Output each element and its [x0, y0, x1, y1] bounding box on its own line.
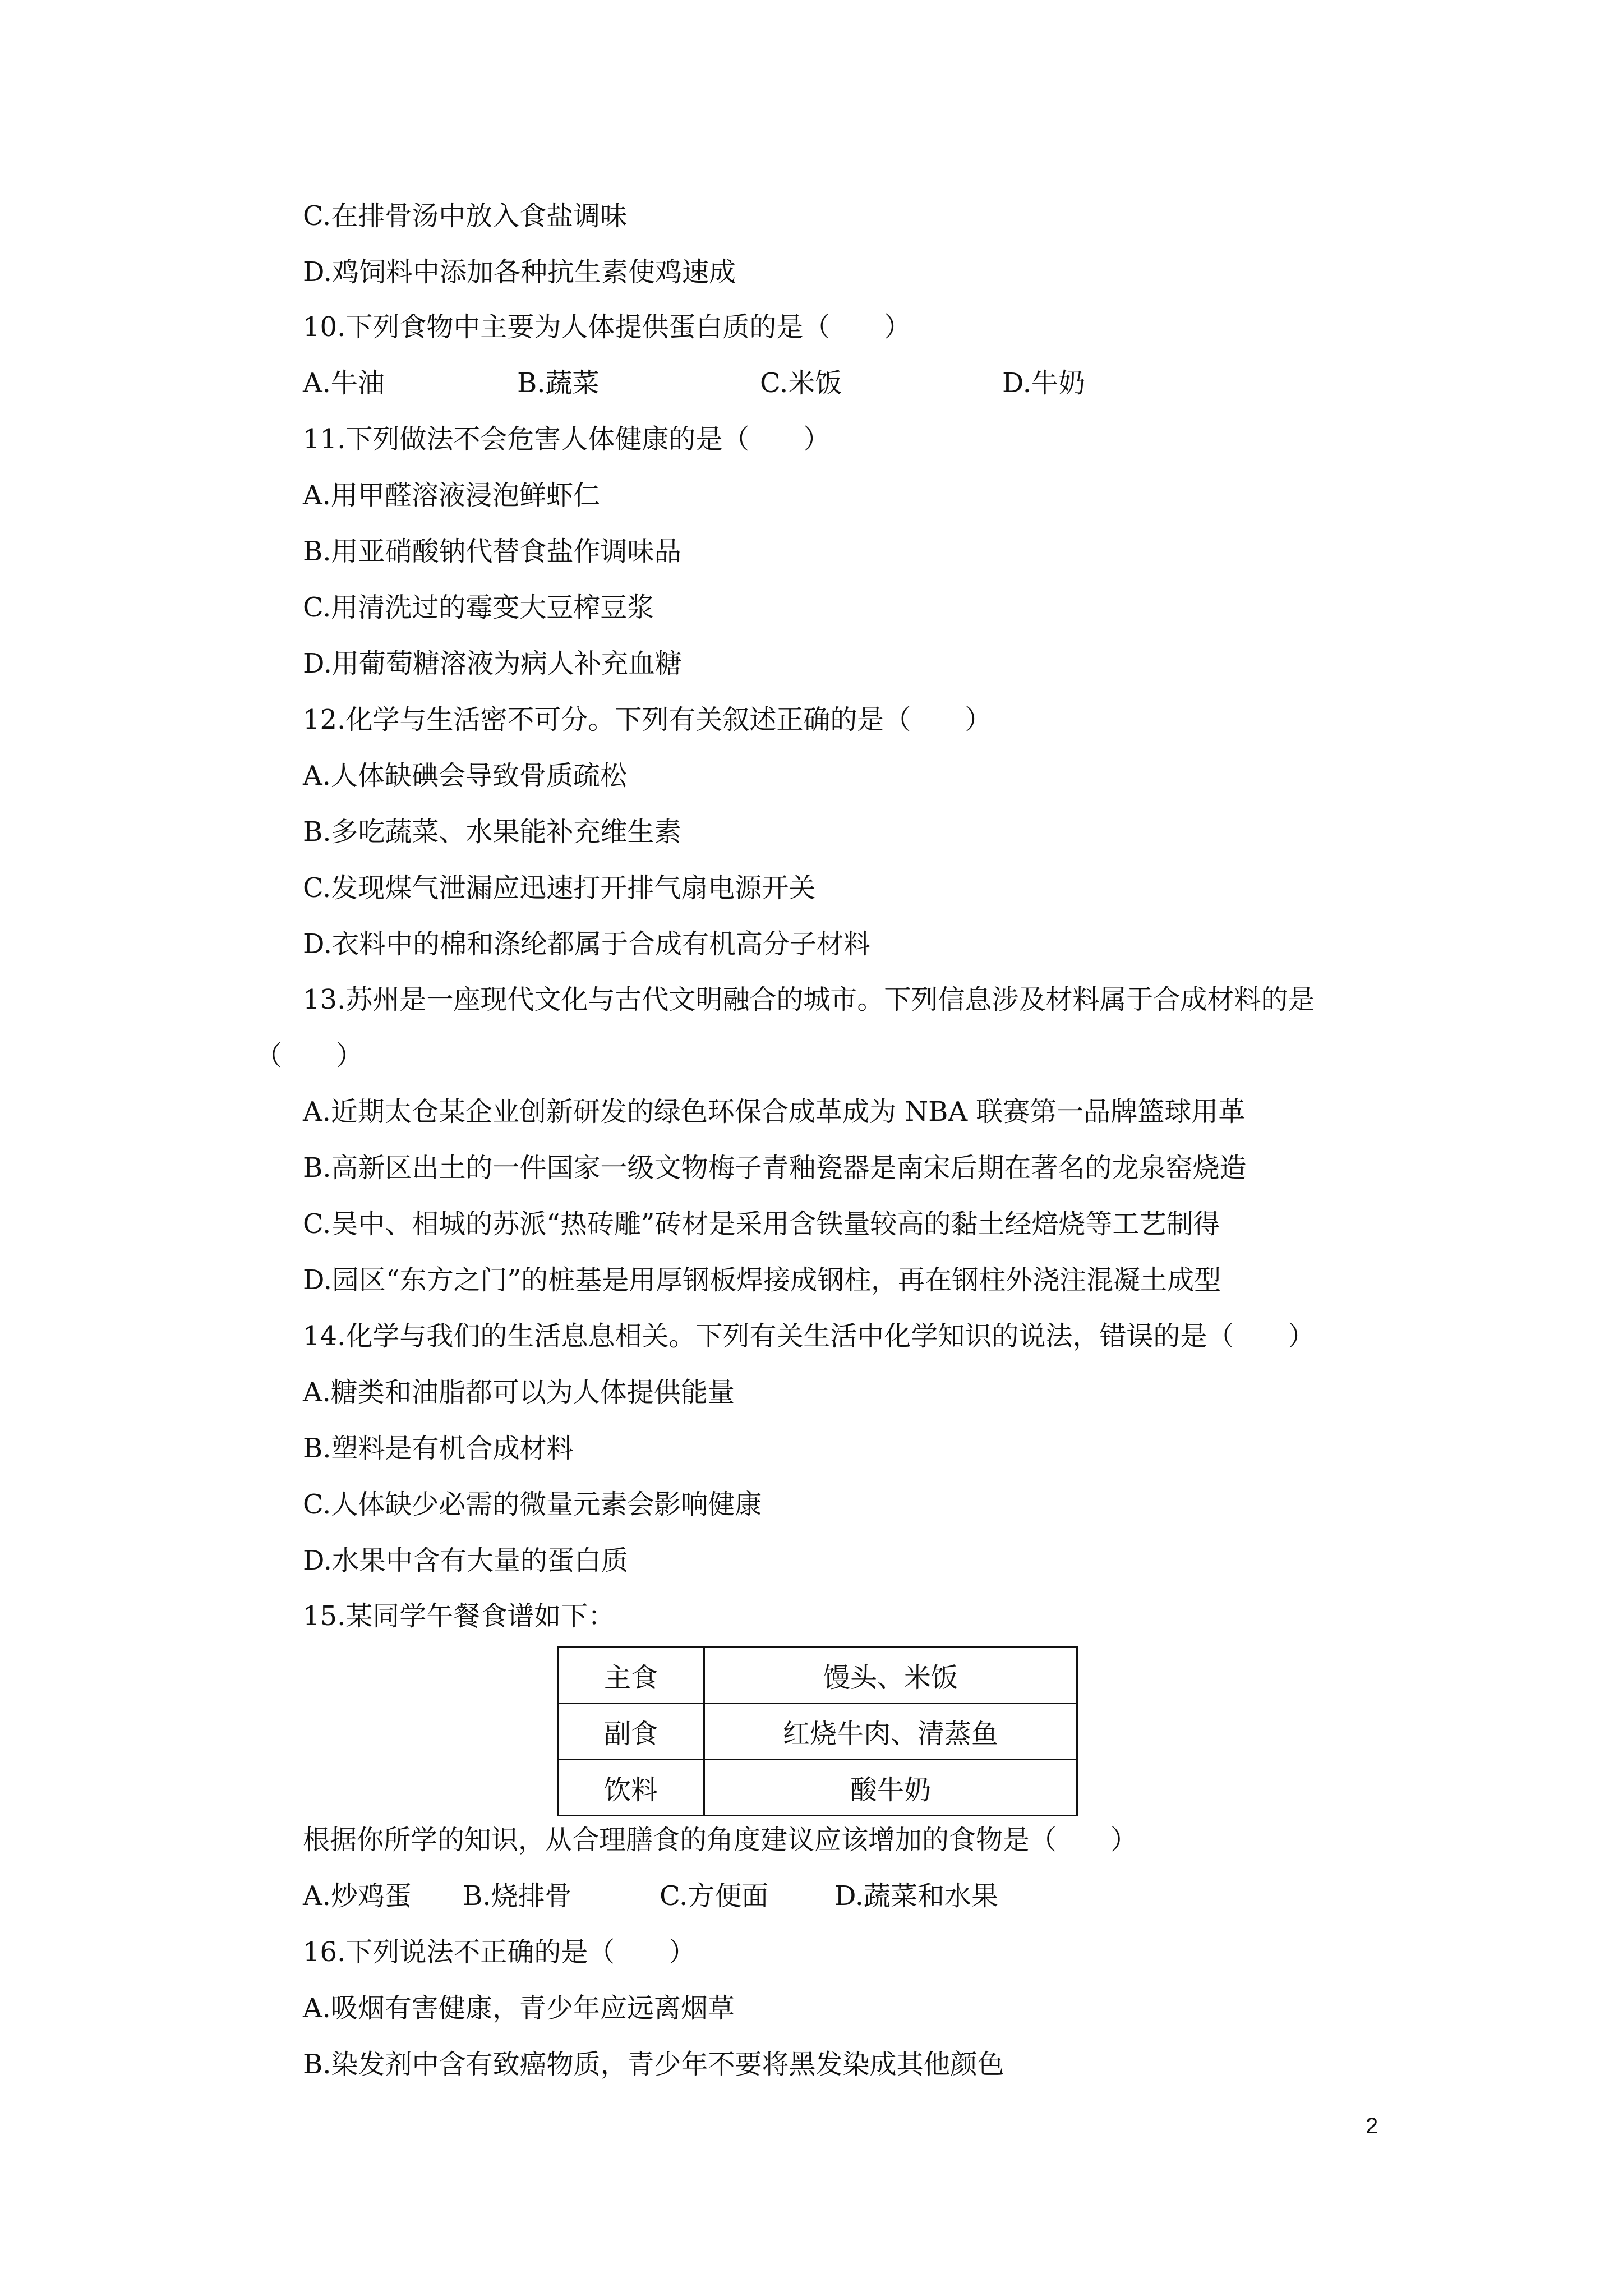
menu-items-cell: 馒头、米饭	[704, 1648, 1077, 1704]
table-row	[558, 1704, 1077, 1760]
q9-option-d: D.鸡饲料中添加各种抗生素使鸡速成	[303, 256, 736, 288]
q15-options	[303, 1879, 1144, 1913]
q11-option-c: C.用清洗过的霉变大豆榨豆浆	[303, 592, 654, 623]
q16-option-b: B.染发剂中含有致癌物质，青少年不要将黑发染成其他颜色	[303, 2049, 1004, 2080]
q13-option-b: B.高新区出土的一件国家一级文物梅子青釉瓷器是南宋后期在著名的龙泉窑烧造	[303, 1152, 1247, 1184]
q12-option-a: A.人体缺碘会导致骨质疏松	[303, 760, 627, 792]
q14-option-d: D.水果中含有大量的蛋白质	[303, 1545, 629, 1576]
q16-stem: 16.下列说法不正确的是（ ）	[303, 1936, 696, 1968]
q13-answer-paren: （ ）	[255, 1040, 363, 1071]
menu-category-cell: 副食	[558, 1704, 704, 1760]
q14-option-a: A.糖类和油脂都可以为人体提供能量	[303, 1377, 735, 1408]
q11-option-a: A.用甲醛溶液浸泡鲜虾仁	[303, 480, 600, 511]
q15-question: 根据你所学的知识，从合理膳食的角度建议应该增加的食物是（ ）	[303, 1824, 1138, 1856]
q15-option-d: D.蔬菜和水果	[834, 1880, 999, 1912]
menu-items-cell: 红烧牛肉、清蒸鱼	[704, 1704, 1077, 1760]
q11-option-b: B.用亚硝酸钠代替食盐作调味品	[303, 536, 681, 567]
q15-option-a: A.炒鸡蛋	[303, 1880, 412, 1912]
q12-option-b: B.多吃蔬菜、水果能补充维生素	[303, 816, 681, 848]
q10-options	[303, 366, 1256, 400]
q15-option-c: C.方便面	[660, 1880, 769, 1912]
q10-stem: 10.下列食物中主要为人体提供蛋白质的是（ ）	[303, 311, 911, 343]
table-row	[558, 1760, 1077, 1816]
menu-items-cell: 酸牛奶	[704, 1760, 1077, 1816]
menu-category-cell: 饮料	[558, 1760, 704, 1816]
q12-option-d: D.衣料中的棉和涤纶都属于合成有机高分子材料	[303, 928, 871, 960]
q14-option-b: B.塑料是有机合成材料	[303, 1433, 574, 1464]
table-row	[558, 1648, 1077, 1704]
q9-option-c: C.在排骨汤中放入食盐调味	[303, 200, 628, 232]
q13-option-d: D.园区“东方之门”的桩基是用厚钢板焊接成钢柱，再在钢柱外浇注混凝土成型	[303, 1264, 1221, 1296]
q15-option-b: B.烧排骨	[463, 1880, 572, 1912]
q11-option-d: D.用葡萄糖溶液为病人补充血糖	[303, 648, 683, 679]
q11-stem: 11.下列做法不会危害人体健康的是（ ）	[303, 424, 831, 455]
q10-option-d: D.牛奶	[1002, 367, 1086, 399]
q13-stem: 13.苏州是一座现代文化与古代文明融合的城市。下列信息涉及材料属于合成材料的是	[303, 984, 1315, 1015]
q10-option-b: B.蔬菜	[517, 367, 600, 399]
q13-option-a: A.近期太仓某企业创新研发的绿色环保合成革成为 NBA 联赛第一品牌篮球用革	[303, 1096, 1246, 1128]
menu-category-cell: 主食	[558, 1648, 704, 1704]
q16-option-a: A.吸烟有害健康，青少年应远离烟草	[303, 1993, 735, 2024]
q14-option-c: C.人体缺少必需的微量元素会影响健康	[303, 1489, 762, 1520]
q10-option-a: A.牛油	[303, 367, 385, 399]
page-number: 2	[1366, 2114, 1378, 2138]
q12-option-c: C.发现煤气泄漏应迅速打开排气扇电源开关	[303, 872, 816, 904]
q15-stem: 15.某同学午餐食谱如下：	[303, 1600, 615, 1632]
q13-option-c: C.吴中、相城的苏派“热砖雕”砖材是采用含铁量较高的黏土经焙烧等工艺制得	[303, 1208, 1220, 1240]
lunch-menu-table	[557, 1646, 1078, 1816]
q14-stem: 14.化学与我们的生活息息相关。下列有关生活中化学知识的说法，错误的是（ ）	[303, 1320, 1315, 1352]
q10-option-c: C.米饭	[760, 367, 842, 399]
q12-stem: 12.化学与生活密不可分。下列有关叙述正确的是（ ）	[303, 704, 992, 735]
